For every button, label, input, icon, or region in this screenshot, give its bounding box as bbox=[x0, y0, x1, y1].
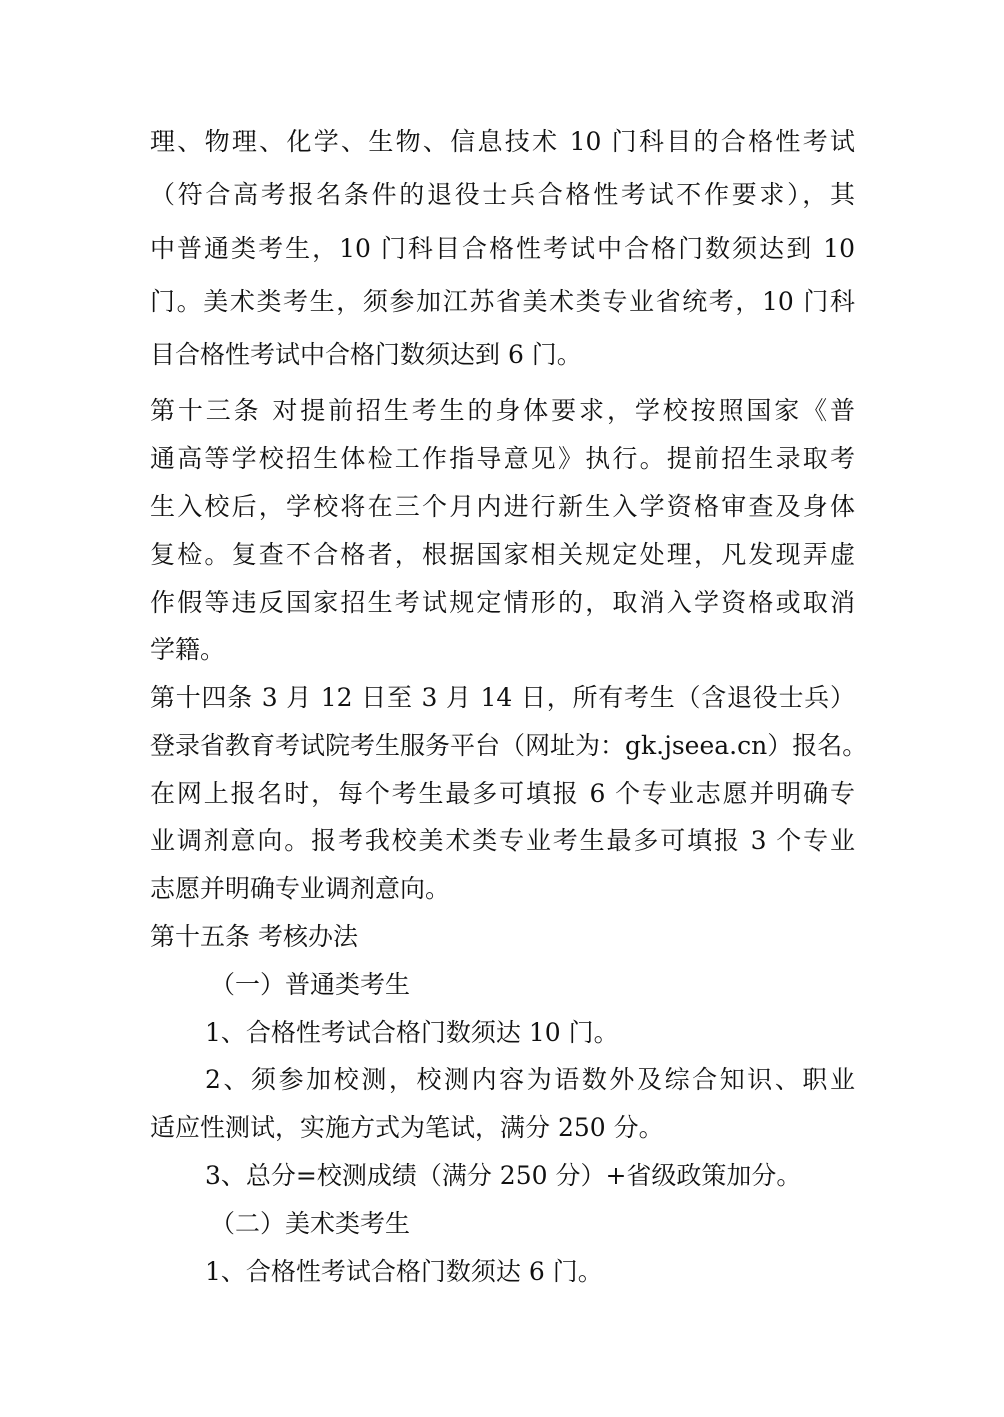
text-line: 志愿并明确专业调剂意向。 bbox=[150, 874, 451, 903]
list-item: 2、须参加校测，校测内容为语数外及综合知识、职业 bbox=[205, 1065, 855, 1094]
text-line: 通高等学校招生体检工作指导意见》执行。提前招生录取考 bbox=[150, 444, 855, 473]
text-line: 门。美术类考生，须参加江苏省美术类专业省统考，10 门科 bbox=[150, 287, 855, 316]
article-13-heading-line: 第十三条 对提前招生考生的身体要求，学校按照国家《普 bbox=[150, 396, 855, 425]
text-line: 作假等违反国家招生考试规定情形的，取消入学资格或取消 bbox=[150, 588, 855, 617]
text-line: 理、物理、化学、生物、信息技术 10 门科目的合格性考试 bbox=[150, 127, 855, 156]
text-line-with-url: 登录省教育考试院考生服务平台（网址为：gk.jseea.cn）报名。 bbox=[150, 731, 868, 760]
text-line: 中普通类考生，10 门科目合格性考试中合格门数须达到 10 bbox=[150, 234, 855, 263]
subsection-heading-art: （二）美术类考生 bbox=[210, 1209, 411, 1238]
text-line: （符合高考报名条件的退役士兵合格性考试不作要求），其 bbox=[150, 180, 855, 209]
article-15-heading: 第十五条 考核办法 bbox=[150, 922, 358, 951]
list-item: 1、合格性考试合格门数须达 10 门。 bbox=[205, 1018, 619, 1047]
text-line: 在网上报名时，每个考生最多可填报 6 个专业志愿并明确专 bbox=[150, 779, 855, 808]
list-item: 3、总分=校测成绩（满分 250 分）+省级政策加分。 bbox=[205, 1161, 802, 1190]
text-line: 学籍。 bbox=[150, 635, 226, 664]
text-line: 业调剂意向。报考我校美术类专业考生最多可填报 3 个专业 bbox=[150, 826, 855, 855]
article-14-heading-line: 第十四条 3 月 12 日至 3 月 14 日，所有考生（含退役士兵） bbox=[150, 683, 855, 712]
text-line: 目合格性考试中合格门数须达到 6 门。 bbox=[150, 340, 582, 369]
text-line: 适应性测试，实施方式为笔试，满分 250 分。 bbox=[150, 1113, 664, 1142]
text-line: 复检。复查不合格者，根据国家相关规定处理，凡发现弄虚 bbox=[150, 540, 855, 569]
text-line: 生入校后，学校将在三个月内进行新生入学资格审查及身体 bbox=[150, 492, 855, 521]
list-item: 1、合格性考试合格门数须达 6 门。 bbox=[205, 1257, 603, 1286]
subsection-heading-general: （一）普通类考生 bbox=[210, 970, 411, 999]
